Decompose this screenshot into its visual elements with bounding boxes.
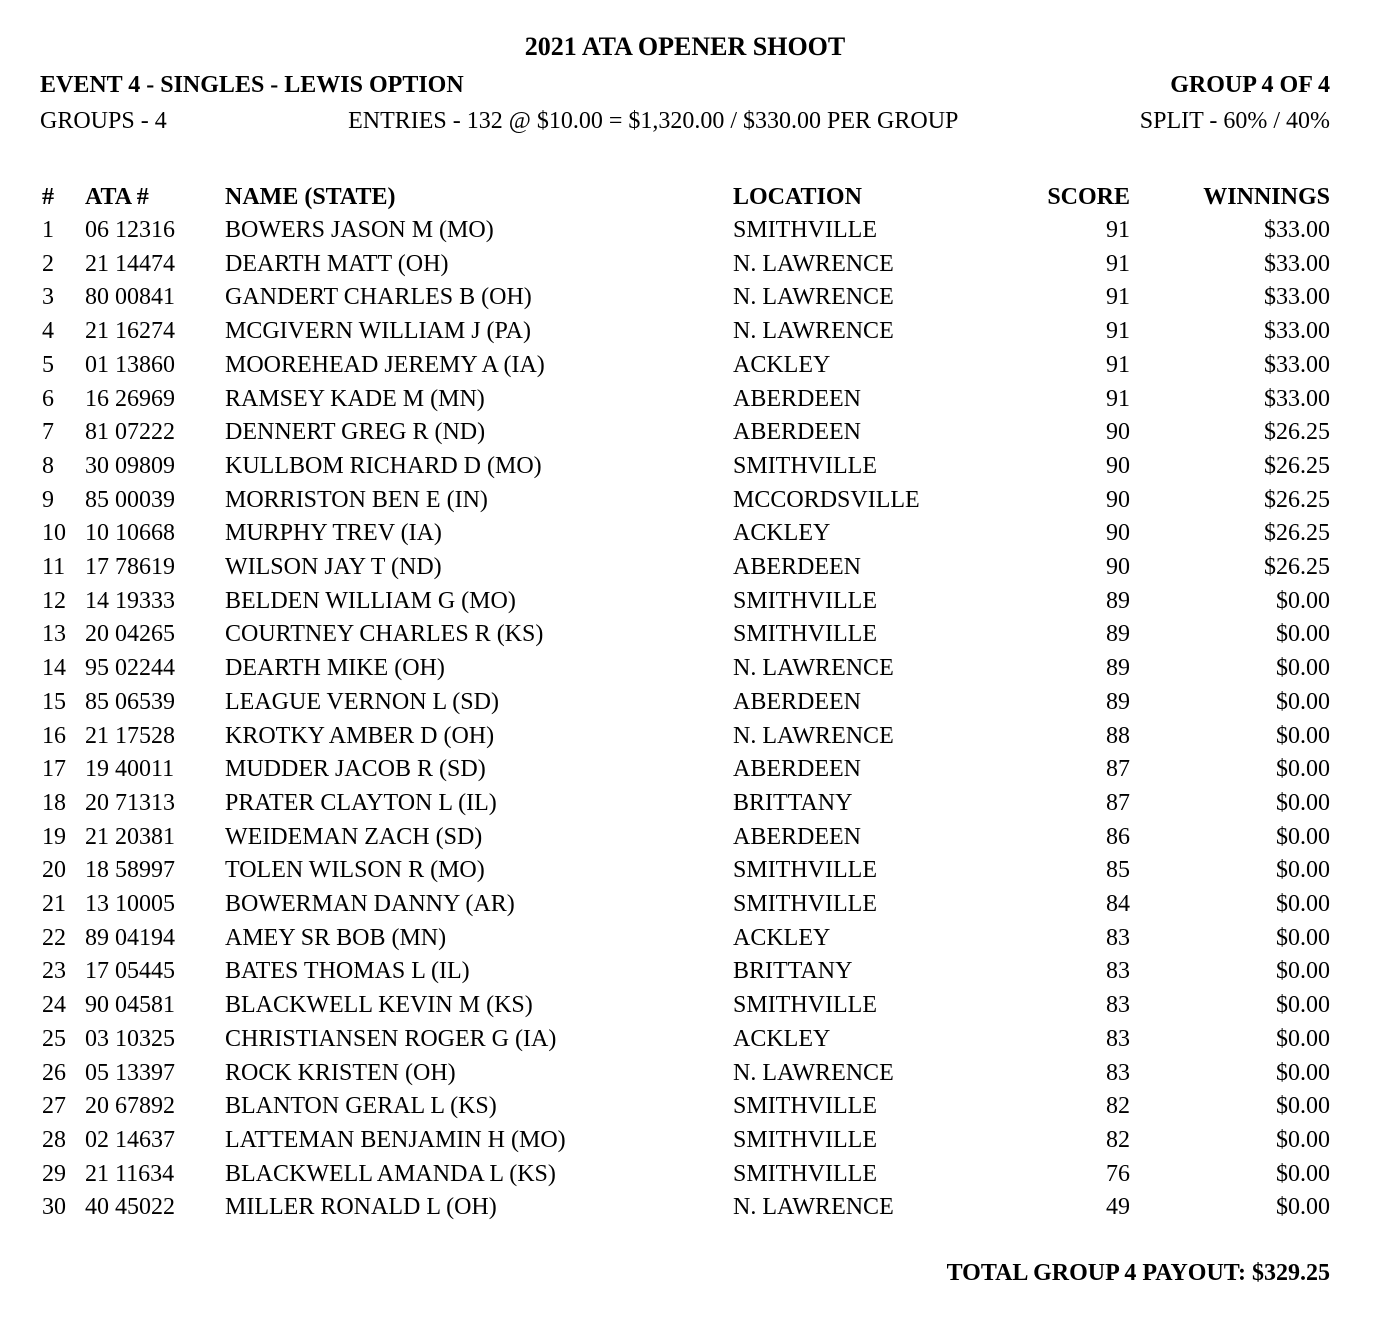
winnings: $0.00 [1276, 1059, 1330, 1086]
shooter-name: AMEY SR BOB (MN) [225, 924, 447, 951]
shooter-name: WILSON JAY T (ND) [225, 554, 442, 581]
total-payout: TOTAL GROUP 4 PAYOUT: $329.25 [946, 1260, 1330, 1287]
row-number: 7 [42, 419, 54, 446]
ata-number: 21 14474 [85, 250, 175, 277]
split-info: SPLIT - 60% / 40% [1139, 108, 1330, 134]
shooter-name: BELDEN WILLIAM G (MO) [225, 587, 516, 614]
score: 90 [1106, 486, 1130, 513]
shooter-name: PRATER CLAYTON L (IL) [225, 789, 497, 816]
column-header-name: NAME (STATE) [225, 184, 396, 210]
location: SMITHVILLE [733, 891, 877, 918]
score: 88 [1106, 722, 1130, 749]
row-number: 8 [42, 452, 54, 479]
shooter-name: TOLEN WILSON R (MO) [225, 857, 485, 884]
ata-number: 21 17528 [85, 722, 175, 749]
ata-number: 81 07222 [85, 419, 175, 446]
shooter-name: MCGIVERN WILLIAM J (PA) [225, 318, 531, 345]
winnings: $0.00 [1276, 621, 1330, 648]
row-number: 12 [42, 587, 66, 614]
shooter-name: BATES THOMAS L (IL) [225, 958, 470, 985]
location: N. LAWRENCE [733, 722, 894, 749]
shooter-name: LEAGUE VERNON L (SD) [225, 688, 499, 715]
winnings: $33.00 [1264, 385, 1330, 412]
ata-number: 85 00039 [85, 486, 175, 513]
shooter-name: KROTKY AMBER D (OH) [225, 722, 495, 749]
score: 49 [1106, 1194, 1130, 1221]
row-number: 22 [42, 924, 66, 951]
column-header-ata: ATA # [85, 184, 149, 210]
row-number: 2 [42, 250, 54, 277]
ata-number: 02 14637 [85, 1126, 175, 1153]
winnings: $0.00 [1276, 857, 1330, 884]
results-table [40, 180, 1330, 1225]
row-number: 14 [42, 655, 66, 682]
shooter-name: MILLER RONALD L (OH) [225, 1194, 497, 1221]
table-row [40, 922, 1330, 956]
shooter-name: BLACKWELL AMANDA L (KS) [225, 1160, 556, 1187]
ata-number: 17 05445 [85, 958, 175, 985]
table-row [40, 989, 1330, 1023]
winnings: $0.00 [1276, 891, 1330, 918]
winnings: $0.00 [1276, 655, 1330, 682]
table-row [40, 315, 1330, 349]
table-row [40, 383, 1330, 417]
table-row [40, 248, 1330, 282]
location: SMITHVILLE [733, 217, 877, 243]
ata-number: 20 04265 [85, 621, 175, 648]
winnings: $26.25 [1264, 520, 1330, 547]
shooter-name: RAMSEY KADE M (MN) [225, 385, 485, 412]
table-row [40, 484, 1330, 518]
score: 90 [1106, 452, 1130, 479]
shooter-name: KULLBOM RICHARD D (MO) [225, 452, 542, 479]
winnings: $0.00 [1276, 789, 1330, 816]
shooter-name: GANDERT CHARLES B (OH) [225, 284, 532, 311]
row-number: 13 [42, 621, 66, 648]
location: SMITHVILLE [733, 1160, 877, 1187]
winnings: $0.00 [1276, 1126, 1330, 1153]
table-row [40, 652, 1330, 686]
score: 85 [1106, 857, 1130, 884]
location: BRITTANY [733, 958, 853, 985]
score: 87 [1106, 756, 1130, 783]
table-row [40, 821, 1330, 855]
score: 91 [1106, 385, 1130, 412]
row-number: 15 [42, 688, 66, 715]
shooter-name: COURTNEY CHARLES R (KS) [225, 621, 544, 648]
table-row [40, 787, 1330, 821]
location: N. LAWRENCE [733, 318, 894, 345]
score: 91 [1106, 217, 1130, 243]
score: 89 [1106, 621, 1130, 648]
location: MCCORDSVILLE [733, 486, 920, 513]
row-number: 18 [42, 789, 66, 816]
score: 91 [1106, 318, 1130, 345]
row-number: 30 [42, 1194, 66, 1221]
ata-number: 13 10005 [85, 891, 175, 918]
location: ABERDEEN [733, 385, 861, 412]
score: 91 [1106, 250, 1130, 277]
row-number: 3 [42, 284, 54, 311]
shooter-name: LATTEMAN BENJAMIN H (MO) [225, 1126, 566, 1153]
score: 76 [1106, 1160, 1130, 1187]
location: ABERDEEN [733, 688, 861, 715]
ata-number: 90 04581 [85, 992, 175, 1019]
ata-number: 10 10668 [85, 520, 175, 547]
ata-number: 21 20381 [85, 823, 175, 850]
page-title: 2021 ATA OPENER SHOOT [524, 32, 846, 61]
row-number: 24 [42, 992, 66, 1019]
score: 82 [1106, 1126, 1130, 1153]
location: N. LAWRENCE [733, 1059, 894, 1086]
shooter-name: BOWERMAN DANNY (AR) [225, 891, 515, 918]
table-row [40, 1057, 1330, 1091]
table-row [40, 349, 1330, 383]
winnings: $26.25 [1264, 554, 1330, 581]
score: 91 [1106, 284, 1130, 311]
results-table-header [40, 180, 1330, 214]
ata-number: 19 40011 [85, 756, 175, 783]
ata-number: 20 67892 [85, 1093, 175, 1120]
table-row [40, 1158, 1330, 1192]
winnings: $33.00 [1264, 217, 1330, 243]
table-row [40, 1124, 1330, 1158]
row-number: 26 [42, 1059, 66, 1086]
score: 83 [1106, 958, 1130, 985]
ata-number: 21 11634 [85, 1160, 175, 1187]
location: N. LAWRENCE [733, 284, 894, 311]
table-row [40, 686, 1330, 720]
row-number: 19 [42, 823, 66, 850]
winnings: $33.00 [1264, 351, 1330, 378]
location: SMITHVILLE [733, 857, 877, 884]
winnings: $0.00 [1276, 722, 1330, 749]
winnings: $0.00 [1276, 924, 1330, 951]
row-number: 10 [42, 520, 66, 547]
row-number: 23 [42, 958, 66, 985]
column-header-score: SCORE [1047, 184, 1130, 210]
groups-count: GROUPS - 4 [40, 108, 167, 134]
row-number: 6 [42, 385, 54, 412]
table-row [40, 416, 1330, 450]
score: 82 [1106, 1093, 1130, 1120]
ata-number: 18 58997 [85, 857, 175, 884]
shooter-name: CHRISTIANSEN ROGER G (IA) [225, 1025, 557, 1052]
ata-number: 06 12316 [85, 217, 175, 243]
winnings: $33.00 [1264, 318, 1330, 345]
table-row [40, 1023, 1330, 1057]
entries-summary: ENTRIES - 132 @ $10.00 = $1,320.00 / $330.00 PER GROUP [348, 108, 959, 134]
location: N. LAWRENCE [733, 250, 894, 277]
ata-number: 14 19333 [85, 587, 175, 614]
winnings: $33.00 [1264, 250, 1330, 277]
score: 89 [1106, 688, 1130, 715]
winnings: $26.25 [1264, 452, 1330, 479]
score: 89 [1106, 655, 1130, 682]
event-title: EVENT 4 - SINGLES - LEWIS OPTION [40, 72, 464, 98]
table-row [40, 753, 1330, 787]
table-row [40, 618, 1330, 652]
score: 90 [1106, 520, 1130, 547]
ata-number: 01 13860 [85, 351, 175, 378]
winnings: $0.00 [1276, 1093, 1330, 1120]
score: 84 [1106, 891, 1130, 918]
column-header-number: # [42, 184, 54, 210]
location: SMITHVILLE [733, 621, 877, 648]
row-number: 9 [42, 486, 54, 513]
column-header-winnings: WINNINGS [1203, 184, 1330, 210]
score: 83 [1106, 1025, 1130, 1052]
winnings: $26.25 [1264, 419, 1330, 446]
ata-number: 21 16274 [85, 318, 175, 345]
table-row [40, 888, 1330, 922]
location: ABERDEEN [733, 419, 861, 446]
score: 83 [1106, 924, 1130, 951]
score: 90 [1106, 554, 1130, 581]
table-row [40, 214, 1330, 248]
row-number: 25 [42, 1025, 66, 1052]
winnings: $0.00 [1276, 823, 1330, 850]
winnings: $0.00 [1276, 992, 1330, 1019]
shooter-name: MUDDER JACOB R (SD) [225, 756, 486, 783]
winnings: $0.00 [1276, 958, 1330, 985]
shooter-name: BLACKWELL KEVIN M (KS) [225, 992, 533, 1019]
winnings: $33.00 [1264, 284, 1330, 311]
score: 83 [1106, 992, 1130, 1019]
row-number: 11 [42, 554, 66, 581]
score: 86 [1106, 823, 1130, 850]
row-number: 28 [42, 1126, 66, 1153]
winnings: $0.00 [1276, 756, 1330, 783]
winnings: $0.00 [1276, 587, 1330, 614]
location: ABERDEEN [733, 554, 861, 581]
shooter-name: MORRISTON BEN E (IN) [225, 486, 488, 513]
score: 83 [1106, 1059, 1130, 1086]
results-table-body [40, 214, 1330, 1225]
ata-number: 85 06539 [85, 688, 175, 715]
winnings: $0.00 [1276, 1025, 1330, 1052]
table-row [40, 551, 1330, 585]
row-number: 29 [42, 1160, 66, 1187]
location: ACKLEY [733, 351, 831, 378]
location: N. LAWRENCE [733, 655, 894, 682]
shooter-name: DEARTH MATT (OH) [225, 250, 449, 277]
score: 87 [1106, 789, 1130, 816]
ata-number: 16 26969 [85, 385, 175, 412]
row-number: 21 [42, 891, 66, 918]
shooter-name: DEARTH MIKE (OH) [225, 655, 445, 682]
row-number: 1 [42, 217, 54, 243]
ata-number: 03 10325 [85, 1025, 175, 1052]
location: SMITHVILLE [733, 1126, 877, 1153]
ata-number: 89 04194 [85, 924, 175, 951]
table-row [40, 1090, 1330, 1124]
score: 91 [1106, 351, 1130, 378]
table-row [40, 955, 1330, 989]
group-indicator: GROUP 4 OF 4 [1170, 72, 1330, 98]
row-number: 27 [42, 1093, 66, 1120]
location: ACKLEY [733, 924, 831, 951]
location: BRITTANY [733, 789, 853, 816]
table-row [40, 1191, 1330, 1225]
location: SMITHVILLE [733, 587, 877, 614]
location: N. LAWRENCE [733, 1194, 894, 1221]
row-number: 20 [42, 857, 66, 884]
location: ABERDEEN [733, 756, 861, 783]
shooter-name: BOWERS JASON M (MO) [225, 217, 494, 243]
location: SMITHVILLE [733, 452, 877, 479]
score: 90 [1106, 419, 1130, 446]
table-row [40, 450, 1330, 484]
table-row [40, 281, 1330, 315]
ata-number: 20 71313 [85, 789, 175, 816]
table-row [40, 720, 1330, 754]
shooter-name: DENNERT GREG R (ND) [225, 419, 486, 446]
event-header-row [40, 71, 1330, 99]
location: SMITHVILLE [733, 992, 877, 1019]
meta-row [40, 107, 1330, 135]
ata-number: 05 13397 [85, 1059, 175, 1086]
shooter-name: ROCK KRISTEN (OH) [225, 1059, 456, 1086]
shooter-name: MOOREHEAD JEREMY A (IA) [225, 351, 545, 378]
table-row [40, 585, 1330, 619]
ata-number: 17 78619 [85, 554, 175, 581]
table-row [40, 517, 1330, 551]
row-number: 17 [42, 756, 66, 783]
row-number: 4 [42, 318, 54, 345]
score: 89 [1106, 587, 1130, 614]
location: ACKLEY [733, 520, 831, 547]
ata-number: 40 45022 [85, 1194, 175, 1221]
ata-number: 30 09809 [85, 452, 175, 479]
column-header-location: LOCATION [733, 184, 862, 210]
winnings: $26.25 [1264, 486, 1330, 513]
winnings: $0.00 [1276, 688, 1330, 715]
row-number: 16 [42, 722, 66, 749]
winnings: $0.00 [1276, 1160, 1330, 1187]
ata-number: 95 02244 [85, 655, 175, 682]
header-row [40, 180, 1330, 214]
shooter-name: BLANTON GERAL L (KS) [225, 1093, 497, 1120]
row-number: 5 [42, 351, 54, 378]
ata-number: 80 00841 [85, 284, 175, 311]
location: ABERDEEN [733, 823, 861, 850]
shooter-name: WEIDEMAN ZACH (SD) [225, 823, 483, 850]
location: ACKLEY [733, 1025, 831, 1052]
table-row [40, 854, 1330, 888]
shooter-name: MURPHY TREV (IA) [225, 520, 442, 547]
location: SMITHVILLE [733, 1093, 877, 1120]
winnings: $0.00 [1276, 1194, 1330, 1221]
